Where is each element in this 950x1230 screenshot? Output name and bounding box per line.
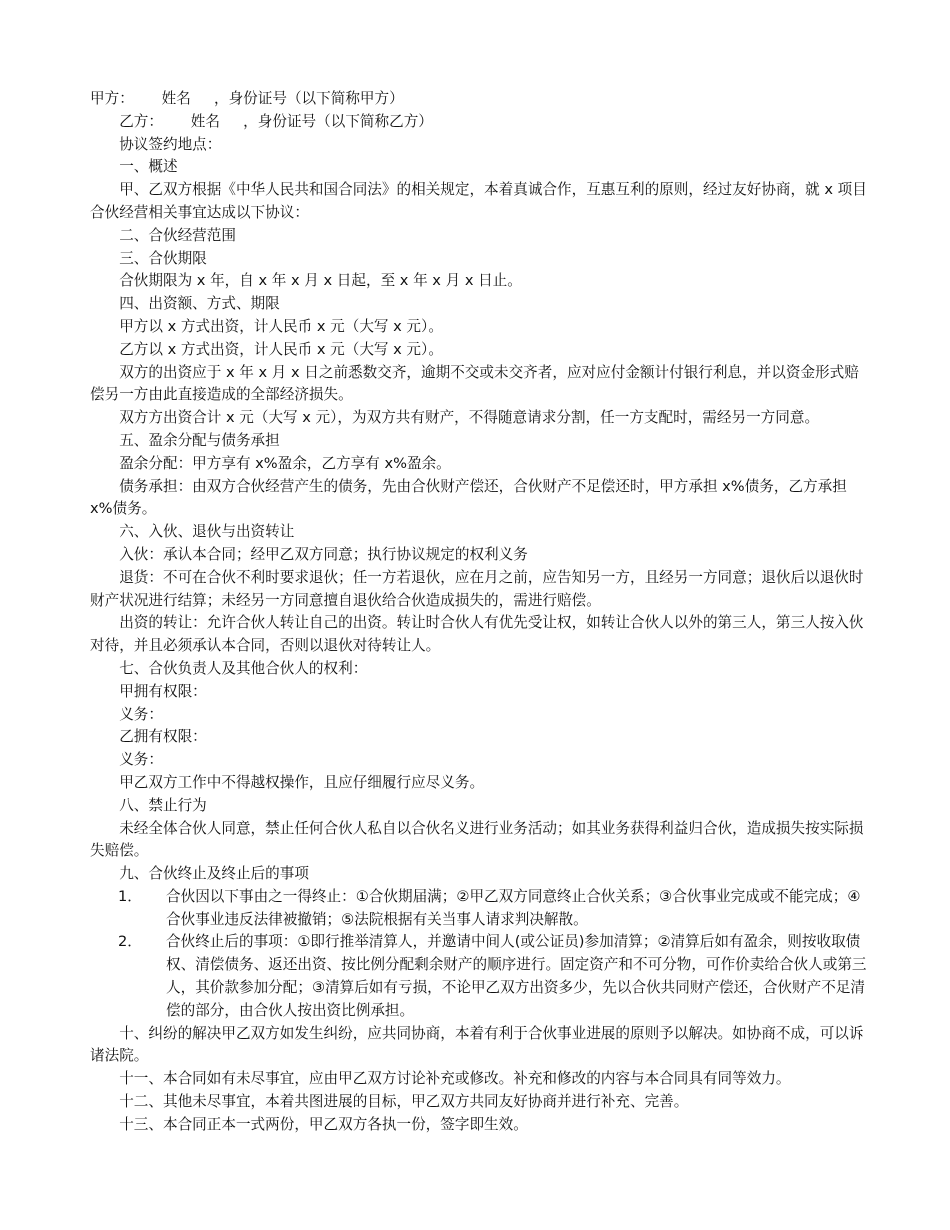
list-item bbox=[90, 931, 870, 1022]
paragraph: 乙拥有权限： bbox=[119, 728, 207, 746]
section-heading: 一、概述 bbox=[119, 158, 178, 176]
paragraph: 甲乙双方工作中不得越权操作，且应仔细履行应尽义务。 bbox=[119, 773, 485, 791]
contract-document bbox=[90, 88, 870, 1137]
party-b-line: 乙方： 姓名 ，身份证号（以下简称乙方） bbox=[119, 112, 433, 130]
list-text: 合伙终止后的事项：①即行推举清算人，并邀请中间人(或公证员)参加清算；②清算后如有盈余，则按收取债权、清偿债务、返还出资、按比例分配剩余财产的顺序进行。固定资产和不可分物，可作价卖给合伙人或第三人，其价款参加分配；③清算后如有亏损，不论甲乙双方出资多少，先以合伙共同财产偿还，合伙财产不足清偿的部分，由合伙人按出资比例承担。 bbox=[166, 933, 867, 1019]
paragraph: 甲拥有权限： bbox=[119, 682, 207, 700]
paragraph: 双方的出资应于 x 年 x 月 x 日之前悉数交齐，逾期不交或未交齐者，应对应付金额计付银行利息，并以资金形式赔偿另一方由此直接造成的全部经济损失。 bbox=[90, 363, 859, 404]
paragraph: 债务承担：由双方合伙经营产生的债务，先由合伙财产偿还，合伙财产不足偿还时，甲方承担 x%债务，乙方承担 x%债务。 bbox=[90, 477, 847, 518]
party-a-line: 甲方： 姓名 ，身份证号（以下简称甲方） bbox=[90, 90, 404, 107]
paragraph: 入伙：承认本合同；经甲乙双方同意；执行协议规定的权利义务 bbox=[119, 545, 528, 563]
list-number: 2． bbox=[118, 933, 142, 951]
paragraph: 十一、本合同如有未尽事宜，应由甲乙双方讨论补充或修改。补充和修改的内容与本合同具有同等效力。 bbox=[119, 1070, 791, 1088]
paragraph: 出资的转让：允许合伙人转让自己的出资。转让时合伙人有优先受让权，如转让合伙人以外的第三人，第三人按入伙对待，并且必须承认本合同，否则以退伙对待转让人。 bbox=[90, 614, 864, 655]
list-text: 合伙因以下事由之一得终止：①合伙期届满；②甲乙双方同意终止合伙关系；③合伙事业完成或不能完成；④合伙事业违反法律被撤销；⑤法院根据有关当事人请求判决解散。 bbox=[166, 887, 861, 928]
paragraph: 十三、本合同正本一式两份，甲乙双方各执一份，签字即生效。 bbox=[119, 1115, 528, 1133]
paragraph: 甲、乙双方根据《中华人民共和国合同法》的相关规定，本着真诚合作，互惠互利的原则，经过友好协商，就 x 项目合伙经营相关事宜达成以下协议： bbox=[90, 181, 867, 221]
section-heading: 二、合伙经营范围 bbox=[119, 226, 236, 244]
section-heading: 七、合伙负责人及其他合伙人的权利： bbox=[119, 659, 368, 677]
paragraph: 义务： bbox=[119, 705, 163, 723]
paragraph: 退货：不可在合伙不利时要求退伙；任一方若退伙，应在月之前，应告知另一方，且经另一方同意；退伙后以退伙时财产状况进行结算；未经另一方同意擅自退伙给合伙造成损失的，需进行赔偿。 bbox=[90, 568, 864, 609]
section-heading: 六、入伙、退伙与出资转让 bbox=[119, 523, 295, 541]
paragraph: 合伙期限为 x 年，自 x 年 x 月 x 日起，至 x 年 x 月 x 日止。 bbox=[119, 272, 522, 290]
paragraph: 未经全体合伙人同意，禁止任何合伙人私自以合伙名义进行业务活动；如其业务获得利益归合伙，造成损失按实际损失赔偿。 bbox=[90, 819, 864, 860]
paragraph: 十、纠纷的解决甲乙双方如发生纠纷，应共同协商，本着有利于合伙事业进展的原则予以解决。如协商不成，可以诉诸法院。 bbox=[90, 1024, 864, 1065]
section-heading: 九、合伙终止及终止后的事项 bbox=[119, 865, 309, 883]
paragraph: 义务： bbox=[119, 751, 163, 769]
paragraph: 盈余分配：甲方享有 x%盈余，乙方享有 x%盈余。 bbox=[119, 454, 451, 472]
section-heading: 三、合伙期限 bbox=[119, 249, 207, 267]
section-heading: 八、禁止行为 bbox=[119, 796, 207, 814]
section-heading: 五、盈余分配与债务承担 bbox=[119, 431, 280, 449]
section-heading: 四、出资额、方式、期限 bbox=[119, 295, 280, 313]
list-item bbox=[90, 886, 870, 932]
paragraph: 甲方以 x 方式出资，计人民币 x 元（大写 x 元）。 bbox=[119, 317, 443, 335]
paragraph: 双方方出资合计 x 元（大写 x 元），为双方共有财产，不得随意请求分割，任一方支配时，需经另一方同意。 bbox=[119, 409, 820, 427]
paragraph: 乙方以 x 方式出资，计人民币 x 元（大写 x 元）。 bbox=[119, 340, 443, 358]
list-number: 1． bbox=[118, 887, 142, 905]
paragraph: 十二、其他未尽事宜，本着共图进展的目标，甲乙双方共同友好协商并进行补充、完善。 bbox=[119, 1093, 689, 1111]
signing-location: 协议签约地点： bbox=[119, 135, 222, 153]
